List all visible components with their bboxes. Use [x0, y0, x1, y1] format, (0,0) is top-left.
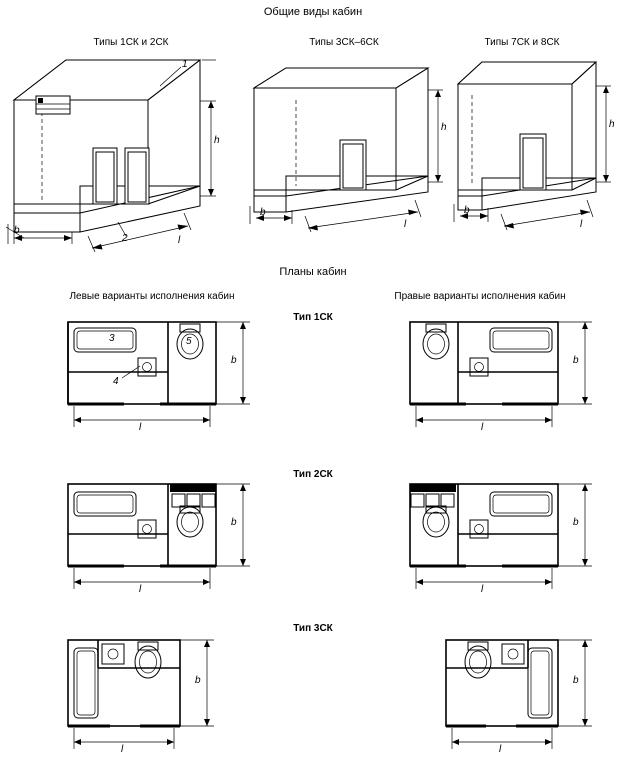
plan-1sk-left-callout-4: 4 [113, 376, 119, 387]
gv2-dim-l: l [404, 219, 407, 230]
general-view-caption-2: Типы 3СК–6СК [309, 37, 379, 48]
plan-2sk-right-dim-b: b [573, 517, 579, 528]
gv2-dim-b: b [260, 207, 266, 218]
gv1-dim-l: l [178, 235, 181, 246]
plan-1sk-left-dim-l: l [139, 422, 142, 433]
plan-row-type-2: Тип 2СК [293, 469, 333, 480]
plan-1sk-left-callout-5: 5 [186, 336, 192, 347]
plan-3sk-left-dim-l: l [121, 744, 124, 755]
plan-1sk-left-callout-3: 3 [109, 333, 115, 344]
gv3-dim-l: l [580, 219, 583, 230]
general-view-caption-1: Типы 1СК и 2СК [93, 37, 169, 48]
gv1-dim-h: h [214, 135, 220, 146]
gv1-dim-b: b [14, 225, 20, 236]
right-variants-title: Правые варианты исполнения кабин [394, 291, 566, 302]
left-variants-title: Левые варианты исполнения кабин [69, 291, 235, 302]
gv3-dim-h: h [609, 119, 615, 130]
plan-2sk-left-dim-l: l [139, 584, 142, 595]
plan-2sk-right-dim-l: l [481, 584, 484, 595]
gv1-callout-1: 1 [182, 59, 188, 70]
gv1-callout-2: 2 [122, 233, 128, 244]
plan-row-type-1: Тип 1СК [293, 312, 333, 323]
plan-1sk-right-dim-l: l [481, 422, 484, 433]
plan-3sk-right-dim-b: b [573, 675, 579, 686]
gv2-dim-h: h [441, 122, 447, 133]
plan-row-type-3: Тип 3СК [293, 623, 333, 634]
gv3-dim-b: b [464, 205, 470, 216]
plan-3sk-left-dim-b: b [195, 675, 201, 686]
plan-1sk-right-dim-b: b [573, 355, 579, 366]
plans-title: Планы кабин [279, 266, 347, 278]
plan-2sk-left-dim-b: b [231, 517, 237, 528]
general-views-title: Общие виды кабин [263, 6, 363, 18]
plan-3sk-right-dim-l: l [499, 744, 502, 755]
plan-1sk-left-dim-b: b [231, 355, 237, 366]
general-view-caption-3: Типы 7СК и 8СК [484, 37, 560, 48]
